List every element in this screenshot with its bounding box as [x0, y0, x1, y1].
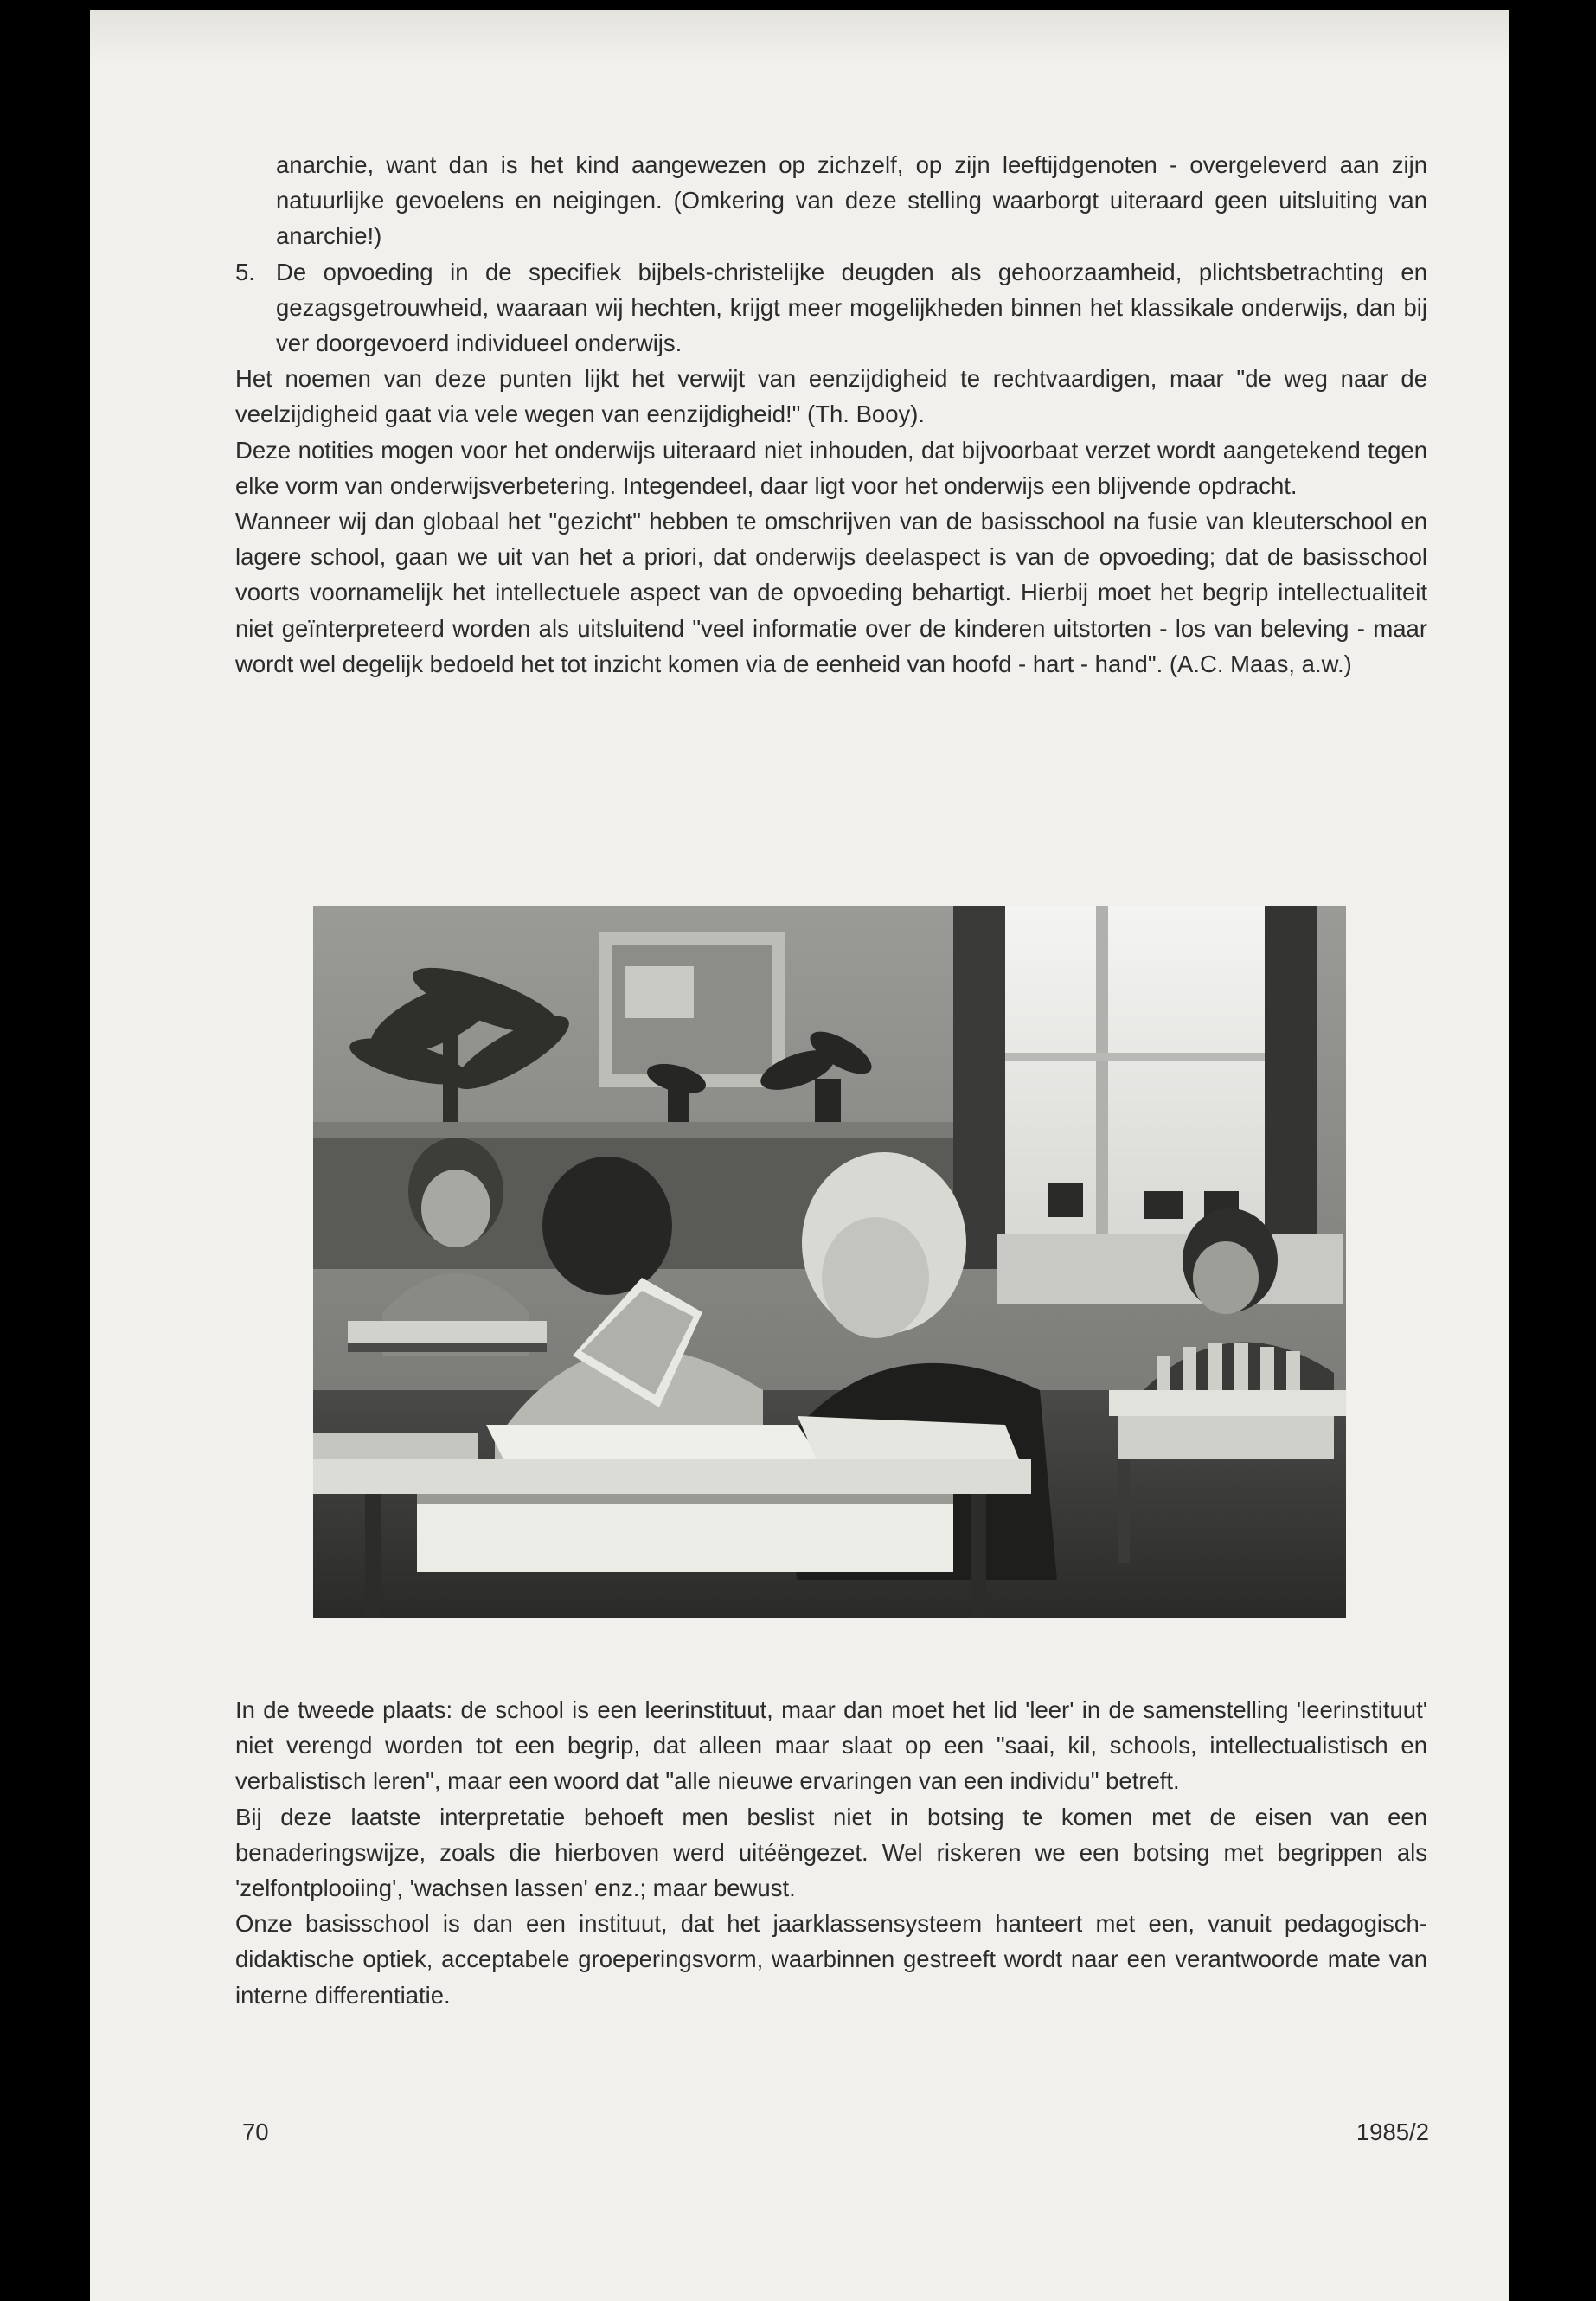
issue-number: 1985/2 [1356, 2118, 1429, 2145]
paragraph: Het noemen van deze punten lijkt het verwijt van eenzijdigheid te rechtvaardigen, maar "de weg naar de veelzijdigheid gaat via vele wegen van eenzijdigheid!" (Th. Booy). [235, 365, 1427, 428]
scan-shadow [90, 10, 1509, 62]
document-page [90, 10, 1509, 2301]
paragraph: Onze basisschool is dan een instituut, dat het jaarklassensysteem hanteert met een, vanuit pedagogisch-didaktische optiek, acceptabele groeperingsvorm, waarbinnen gestreeft wordt naar een verantwoorde mate van interne differentiatie. [235, 1910, 1427, 2009]
list-item-5 [235, 254, 1427, 362]
list-item-number: 5. [235, 258, 255, 285]
bottom-text-block [235, 1692, 1427, 2013]
paragraph: Wanneer wij dan globaal het "gezicht" hebben te omschrijven van de basisschool na fusie van kleuterschool en lagere school, gaan we uit van het a priori, dat onderwijs deelaspect is van de opvoeding; dat de basisschool voorts voornamelijk het intellectuele aspect van de opvoeding behartigt. Hierbij moet het begrip intellectualiteit niet geïnterpreteerd worden als uitsluitend "veel informatie over de kinderen uitstorten - los van beleving - maar wordt wel degelijk bedoeld het tot inzicht komen via de eenheid van hoofd - hart - hand". (A.C. Maas, a.w.) [235, 508, 1427, 677]
continuation-paragraph: anarchie, want dan is het kind aangewezen op zichzelf, op zijn leeftijdgenoten - overgeleverd aan zijn natuurlijke gevoelens en neigingen. (Omkering van deze stelling waarborgt uiteraard geen uitsluiting van anarchie!) [276, 151, 1427, 250]
top-text-block [235, 147, 1427, 682]
paragraph: Bij deze laatste interpretatie behoeft men beslist niet in botsing te komen met de eisen van een benaderingswijze, zoals die hierboven werd uitéëngezet. Wel riskeren we een botsing met begrippen als 'zelfontplooiing', 'wachsen lassen' enz.; maar bewust. [235, 1803, 1427, 1902]
list-item-text: De opvoeding in de specifiek bijbels-christelijke deugden als gehoorzaamheid, plichtsbetrachting en gezagsgetrouwheid, waaraan wij hechten, krijgt meer mogelijkheden binnen het klassikale onderwijs, dan bij ver doorgevoerd individueel onderwijs. [276, 258, 1427, 357]
page-number: 70 [242, 2118, 269, 2145]
paragraph: Deze notities mogen voor het onderwijs uiteraard niet inhouden, dat bijvoorbaat verzet wordt aangetekend tegen elke vorm van onderwijsverbetering. Integendeel, daar ligt voor het onderwijs een blijvende opdracht. [235, 436, 1427, 499]
classroom-photo [313, 906, 1346, 1618]
paragraph: In de tweede plaats: de school is een leerinstituut, maar dan moet het lid 'leer' in de samenstelling 'leerinstituut' niet verengd worden tot een begrip, dat alleen maar slaat op een "saai, kil, schools, intellectualistisch en verbalistisch leren", maar een woord dat "alle nieuwe ervaringen van een individu" betreft. [235, 1696, 1427, 1795]
